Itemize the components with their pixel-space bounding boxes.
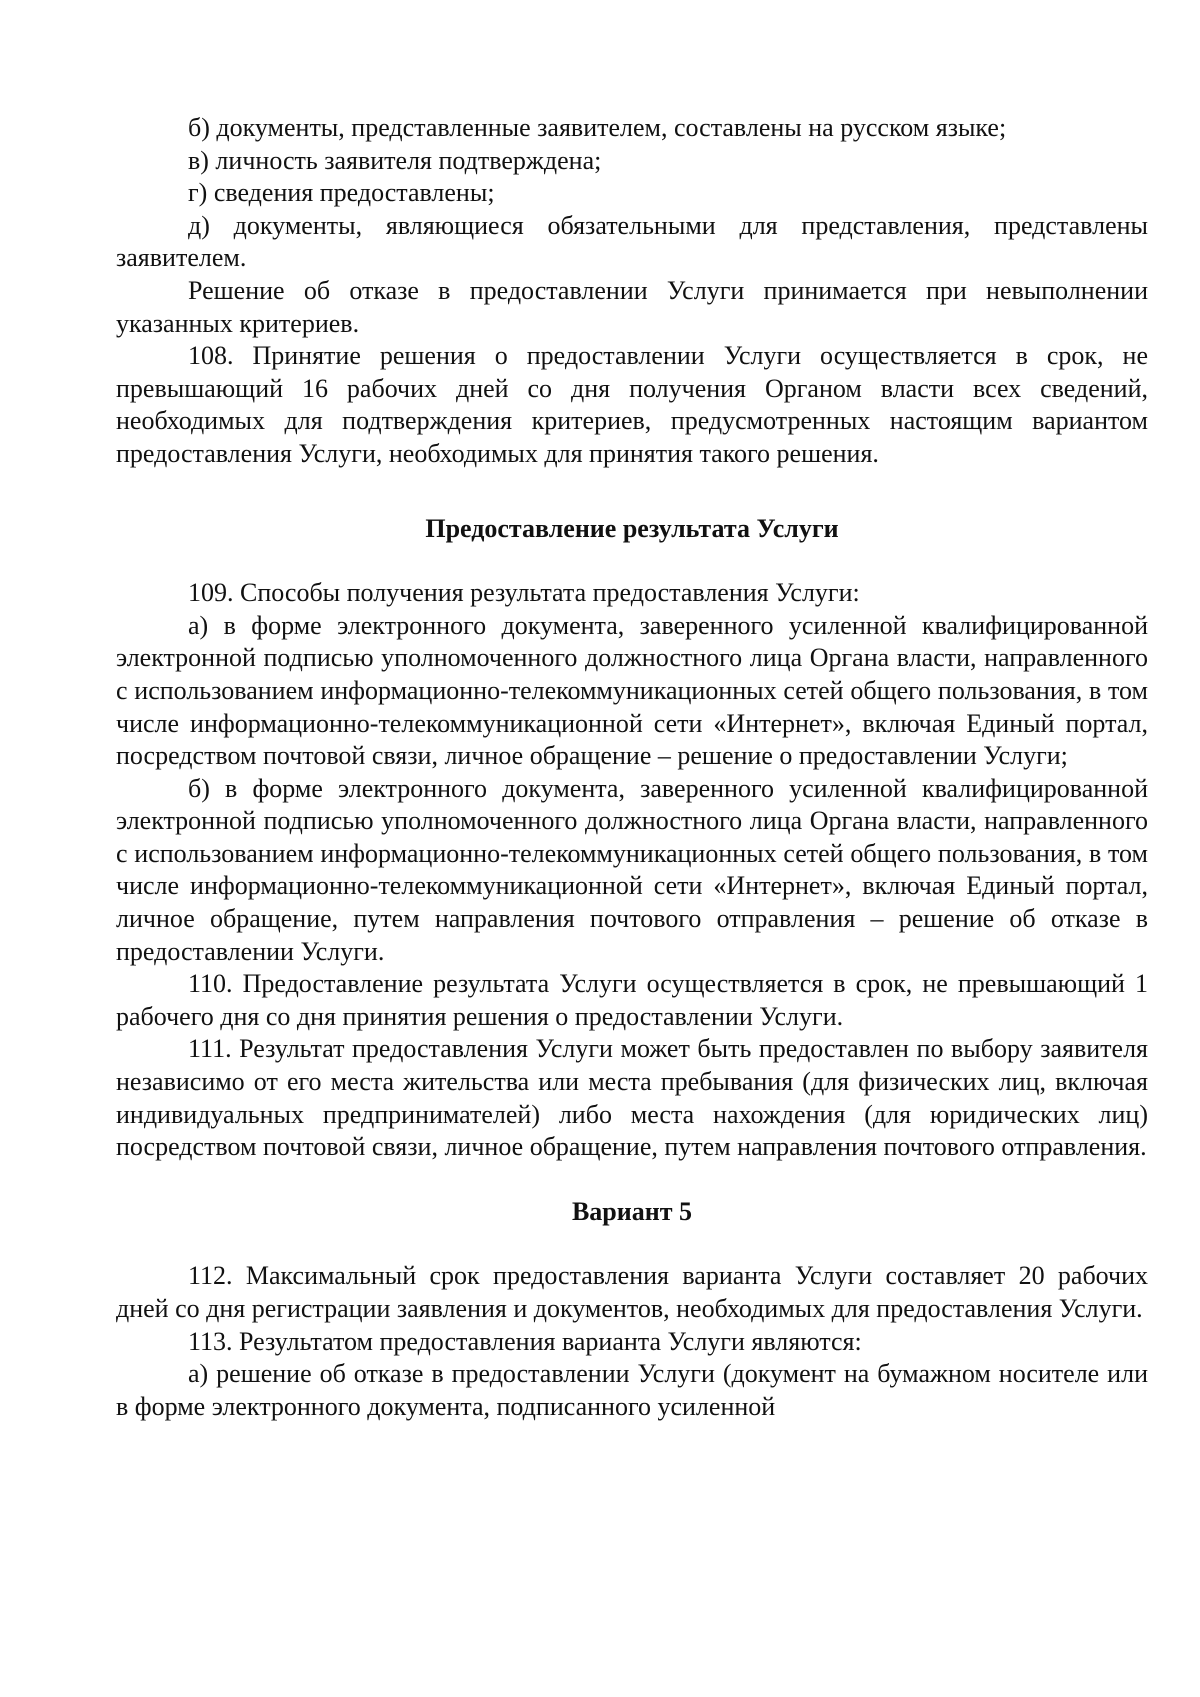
refusal-note: Решение об отказе в предоставлении Услуги принимается при невыполнении указанных критериев. <box>116 275 1148 338</box>
section-heading-result: Предоставление результата Услуги <box>425 513 839 543</box>
criterion-b: б) документы, представленные заявителем, составлены на русском языке; <box>188 113 1007 142</box>
clause-113-a: а) решение об отказе в предоставлении Услуги (документ на бумажном носителе или в форме электронного документа, подписанного усиленной <box>116 1359 1148 1421</box>
clause-111: 111. Результат предоставления Услуги может быть предоставлен по выбору заявителя независимо от его места жительства или места пребывания (для физических лиц, включая индивидуальных предпринимателей) либо места нахождения (для юридических лиц) посредством почтовой связи, личное обращение, путем направления почтового отправления. <box>116 1034 1148 1162</box>
criterion-d: д) документы, являющиеся обязательными для представления, представлены заявителем. <box>116 210 1148 273</box>
clause-113: 113. Результатом предоставления варианта Услуги являются: <box>188 1326 862 1356</box>
criterion-g: г) сведения предоставлены; <box>188 178 495 208</box>
clause-109: 109. Способы получения результата предоставления Услуги: <box>188 578 860 608</box>
clause-109-a: а) в форме электронного документа, заверенного усиленной квалифицированной электронной подписью уполномоченного должностного лица Органа власти, направленного с использованием информационно-телекоммуникационных сетей общего пользования, в том числе информационно-телекоммуникационной сети «Интернет», включая Единый портал, посредством почтовой связи, личное обращение – решение о предоставлении Услуги; <box>116 610 1148 771</box>
criterion-v: в) личность заявителя подтверждена; <box>188 145 602 175</box>
clause-110: 110. Предоставление результата Услуги осуществляется в срок, не превышающий 1 рабочего дня со дня принятия решения о предоставлении Услуги. <box>116 969 1148 1031</box>
clause-108: 108. Принятие решения о предоставлении Услуги осуществляется в срок, не превышающий 16 рабочих дней со дня получения Органом власти всех сведений, необходимых для подтверждения критериев, предусмотренных настоящим вариантом предоставления Услуги, необходимых для принятия такого решения. <box>116 341 1148 468</box>
clause-112: 112. Максимальный срок предоставления варианта Услуги составляет 20 рабочих дней со дня регистрации заявления и документов, необходимых для предоставления Услуги. <box>116 1261 1148 1323</box>
section-heading-variant: Вариант 5 <box>571 1196 693 1226</box>
clause-109-b: б) в форме электронного документа, заверенного усиленной квалифицированной электронной подписью уполномоченного должностного лица Органа власти, направленного с использованием информационно-телекоммуникационных сетей общего пользования, в том числе информационно-телекоммуникационной сети «Интернет», включая Единый портал, личное обращение, путем направления почтового отправления – решение об отказе в предоставлении Услуги. <box>116 773 1148 966</box>
document-page <box>116 112 1148 1423</box>
